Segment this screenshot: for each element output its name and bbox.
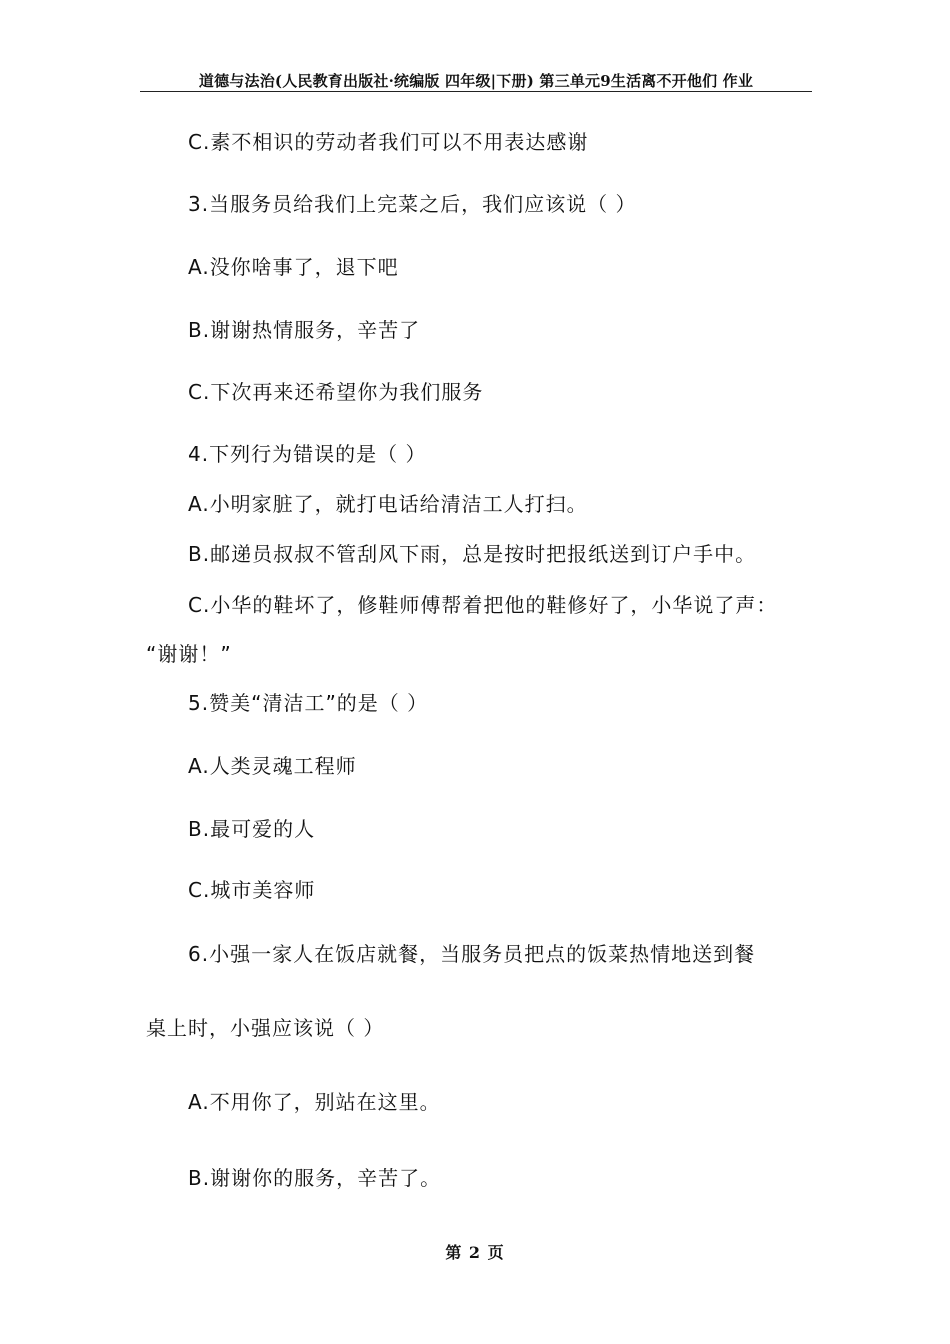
option-4b: B.邮递员叔叔不管刮风下雨，总是按时把报纸送到订户手中。 (188, 542, 757, 566)
question-5: 5.赞美“清洁工”的是（ ） (188, 691, 429, 715)
option-2c: C.素不相识的劳动者我们可以不用表达感谢 (188, 130, 589, 154)
option-4a: A.小明家脏了，就打电话给清洁工人打扫。 (188, 492, 588, 516)
question-6-continued: 桌上时，小强应该说（ ） (146, 1016, 385, 1040)
option-6a: A.不用你了，别站在这里。 (188, 1090, 441, 1114)
option-6b: B.谢谢你的服务，辛苦了。 (188, 1166, 442, 1190)
question-4: 4.下列行为错误的是（ ） (188, 442, 427, 466)
option-5c: C.城市美容师 (188, 878, 316, 902)
option-5a: A.人类灵魂工程师 (188, 754, 357, 778)
question-3: 3.当服务员给我们上完菜之后，我们应该说（ ） (188, 192, 637, 216)
running-header: 道德与法治(人民教育出版社·统编版 四年级|下册) 第三单元9生活离不开他们 作业 (198, 72, 754, 90)
option-3b: B.谢谢热情服务，辛苦了 (188, 318, 421, 342)
option-4c: C.小华的鞋坏了，修鞋师傅帮着把他的鞋修好了，小华说了声： (188, 593, 778, 617)
page-number: 第 2 页 (445, 1243, 505, 1262)
option-3a: A.没你啥事了，退下吧 (188, 255, 399, 279)
option-5b: B.最可爱的人 (188, 817, 316, 841)
question-6: 6.小强一家人在饭店就餐，当服务员把点的饭菜热情地送到餐 (188, 942, 756, 966)
option-3c: C.下次再来还希望你为我们服务 (188, 380, 484, 404)
header-divider (140, 91, 812, 92)
option-4c-continued: “谢谢！” (146, 642, 232, 666)
